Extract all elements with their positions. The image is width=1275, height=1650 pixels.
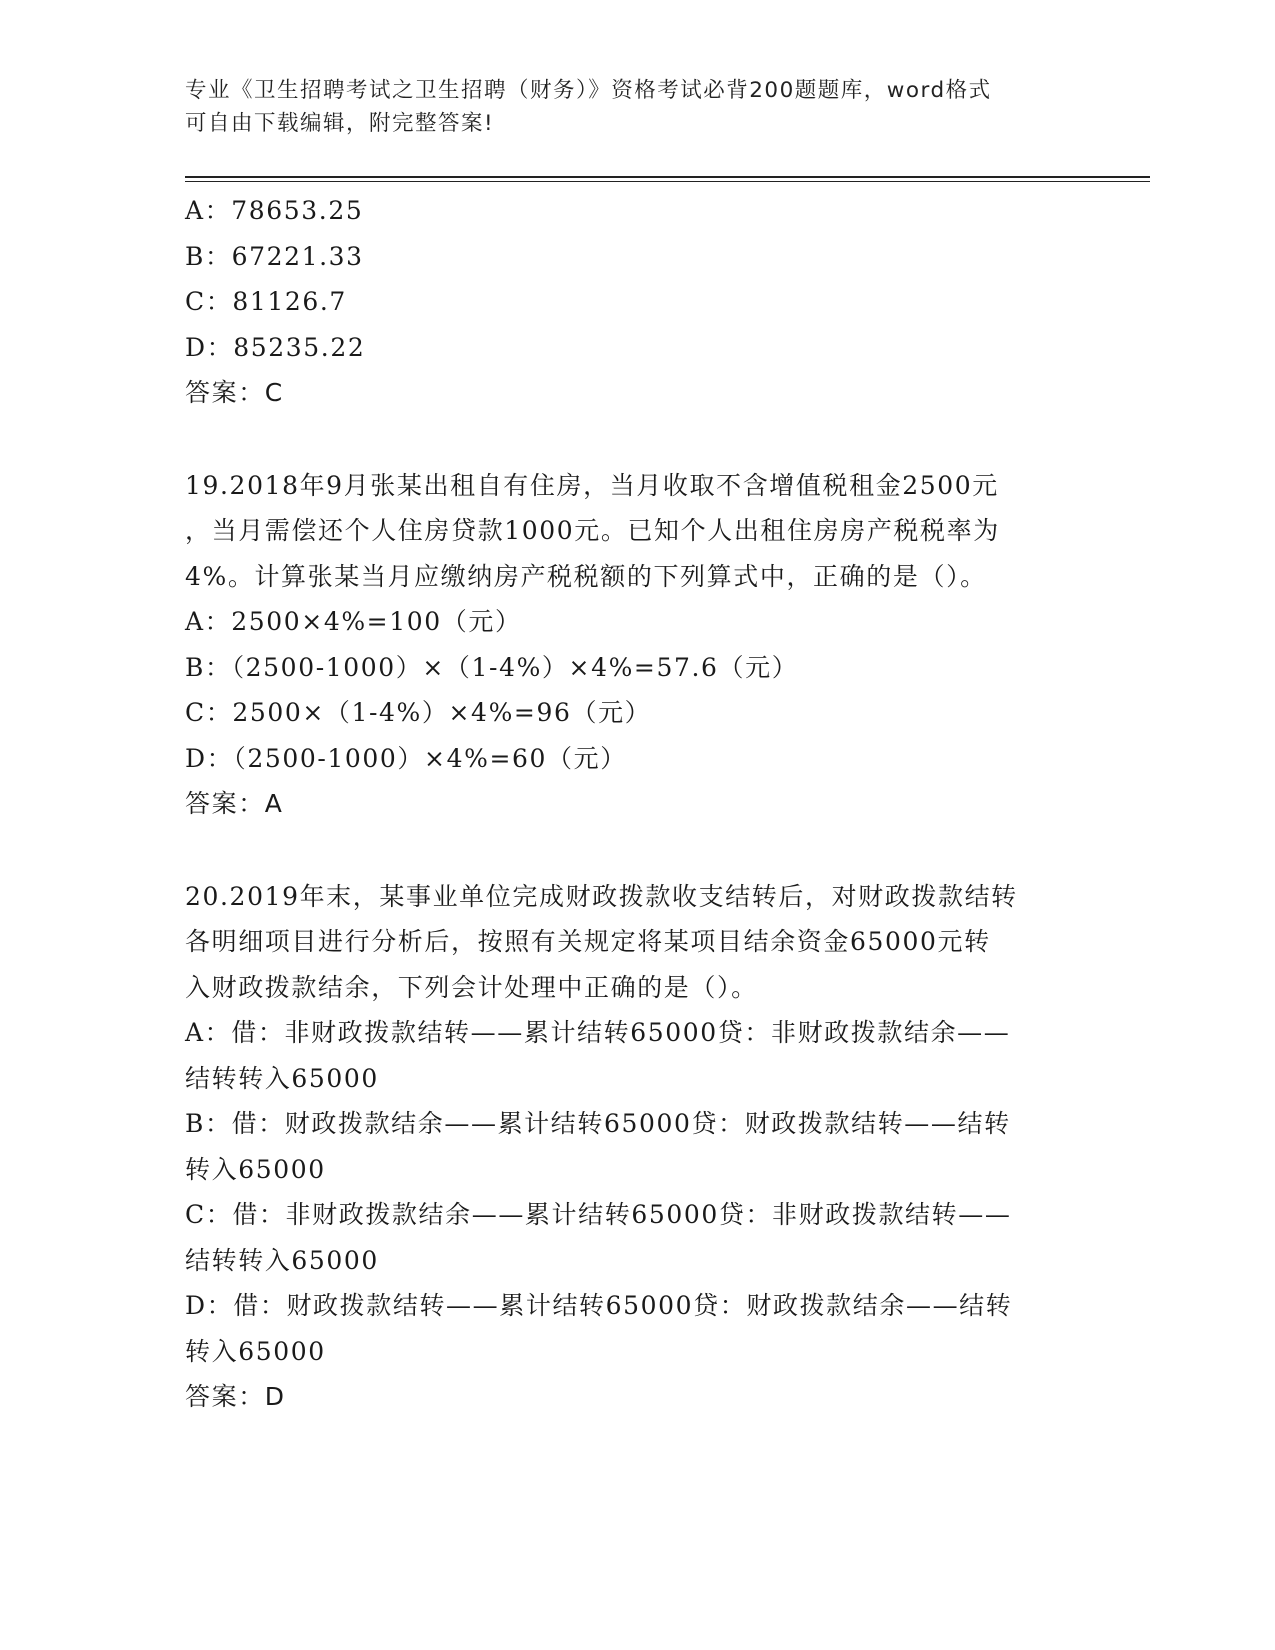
answer-label: 答案：D [185,1382,286,1411]
option-a: A：78653.25 [185,196,364,225]
option-a: A：2500×4%=100（元） [185,607,522,636]
option-b: B：（2500-1000）×（1-4%）×4%=57.6（元） [185,652,799,682]
question-stem-line: 19.2018年9月张某出租自有住房，当月收取不含增值税租金2500元 [185,470,999,500]
option-c: C：2500×（1-4%）×4%=96（元） [185,698,652,727]
prev-question-block [185,188,1085,416]
document-header [185,74,1065,140]
question-19 [185,463,1085,827]
option-d: D：借：财政拨款结转——累计结转65000贷：财政拨款结余——结转 [185,1291,1013,1320]
question-stem-line: 入财政拨款结余，下列会计处理中正确的是（）。 [185,972,758,1002]
option-a-continued: 结转转入65000 [185,1063,379,1093]
header-line-1: 专业《卫生招聘考试之卫生招聘（财务）》资格考试必背200题题库，word格式 [185,78,992,103]
answer-label: 答案：C [185,378,284,407]
option-c: C：81126.7 [185,287,347,316]
header-divider-thick [185,176,1150,178]
option-d-continued: 转入65000 [185,1336,326,1366]
spacer [185,827,1085,874]
question-stem-line: 4%。计算张某当月应缴纳房产税税额的下列算式中，正确的是（）。 [185,561,987,591]
question-stem-line: ，当月需偿还个人住房贷款1000元。已知个人出租住房房产税税率为 [185,516,1000,545]
spacer [185,416,1085,463]
header-line-2: 可自由下载编辑，附完整答案! [185,111,495,136]
question-20 [185,874,1085,1420]
option-b: B：67221.33 [185,241,364,271]
option-c-continued: 结转转入65000 [185,1245,379,1275]
answer-label: 答案：A [185,789,284,818]
option-d: D：（2500-1000）×4%=60（元） [185,743,627,773]
option-d: D：85235.22 [185,332,366,362]
question-stem-line: 20.2019年末，某事业单位完成财政拨款收支结转后，对财政拨款结转 [185,881,1018,911]
header-divider-thin [185,181,1150,182]
document-body [185,188,1085,1420]
option-b-continued: 转入65000 [185,1154,326,1184]
option-c: C：借：非财政拨款结余——累计结转65000贷：非财政拨款结转—— [185,1200,1012,1229]
option-a: A：借：非财政拨款结转——累计结转65000贷：非财政拨款结余—— [185,1018,1011,1047]
option-b: B：借：财政拨款结余——累计结转65000贷：财政拨款结转——结转 [185,1109,1011,1138]
question-stem-line: 各明细项目进行分析后，按照有关规定将某项目结余资金65000元转 [185,927,991,956]
